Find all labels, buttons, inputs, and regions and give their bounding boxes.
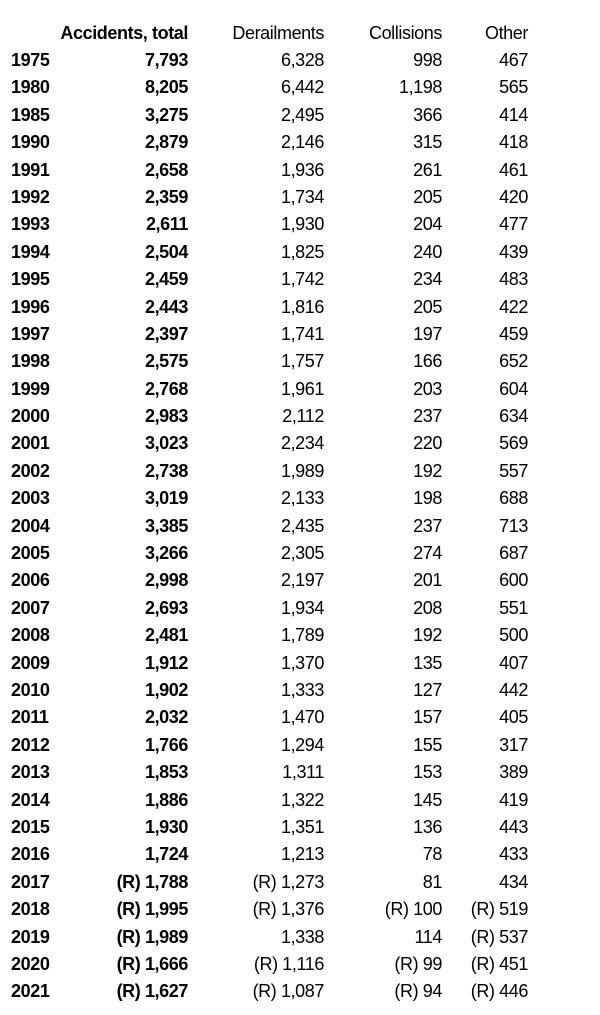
other-cell: 600 [499, 570, 528, 591]
table-row [0, 376, 600, 403]
year-cell: 1997 [11, 323, 50, 344]
total-cell: (R) 1,666 [116, 953, 188, 974]
year-cell: 2019 [11, 926, 50, 947]
total-cell: 2,611 [145, 214, 188, 235]
collisions-cell: 192 [413, 625, 442, 646]
total-cell: 1,766 [144, 734, 188, 755]
year-cell: 2002 [11, 460, 50, 481]
collisions-cell: 366 [413, 104, 442, 125]
accidents-table [0, 20, 600, 1006]
derailments-cell: 6,442 [280, 77, 324, 98]
derailments-cell: 1,936 [280, 159, 324, 180]
year-cell: 2015 [11, 816, 50, 837]
table-row [0, 321, 600, 348]
table-row [0, 978, 600, 1005]
total-cell: 7,793 [144, 50, 188, 70]
year-cell: 2004 [11, 515, 50, 536]
derailments-cell: 1,989 [280, 460, 324, 481]
table-row [0, 841, 600, 868]
other-cell: 565 [499, 77, 528, 98]
derailments-cell: 1,311 [282, 762, 324, 783]
year-cell: 2008 [11, 625, 50, 646]
table-row [0, 102, 600, 129]
other-cell: 569 [499, 433, 528, 454]
derailments-cell: 2,112 [282, 406, 324, 427]
total-cell: 1,853 [144, 762, 188, 783]
collisions-cell: (R) 94 [394, 981, 442, 1002]
other-cell: (R) 446 [470, 981, 528, 1002]
derailments-cell: 1,734 [280, 186, 324, 207]
total-cell: 2,658 [144, 159, 188, 180]
header-derailments: Derailments [232, 23, 324, 43]
year-cell: 1998 [11, 351, 50, 372]
collisions-cell: 153 [413, 762, 442, 783]
other-cell: 477 [499, 214, 528, 235]
table-row [0, 759, 600, 786]
table-row [0, 403, 600, 430]
collisions-cell: 136 [413, 816, 442, 837]
other-cell: (R) 519 [470, 899, 528, 920]
collisions-cell: 998 [413, 50, 442, 70]
table-row [0, 184, 600, 211]
collisions-cell: 234 [413, 269, 442, 290]
collisions-cell: 198 [413, 488, 442, 509]
other-cell: 389 [499, 762, 528, 783]
derailments-cell: 1,470 [280, 707, 324, 728]
derailments-cell: 1,930 [280, 214, 324, 235]
table-row [0, 540, 600, 567]
table-row [0, 239, 600, 266]
table-row [0, 47, 600, 74]
derailments-cell: 1,294 [280, 734, 324, 755]
total-cell: 8,205 [144, 77, 188, 98]
total-cell: 2,397 [144, 323, 188, 344]
year-cell: 1980 [11, 77, 50, 98]
other-cell: 414 [499, 104, 528, 125]
total-cell: 2,504 [144, 241, 188, 262]
year-cell: 2017 [11, 871, 50, 892]
total-cell: 3,385 [144, 515, 188, 536]
table-row [0, 896, 600, 923]
header-row [0, 20, 600, 47]
other-cell: 634 [499, 406, 528, 427]
table-body [0, 47, 600, 1006]
table-row [0, 622, 600, 649]
table-row [0, 814, 600, 841]
total-cell: (R) 1,627 [116, 981, 188, 1002]
table-row [0, 567, 600, 594]
derailments-cell: (R) 1,376 [252, 899, 324, 920]
year-cell: 2010 [11, 679, 50, 700]
derailments-cell: 2,435 [280, 515, 324, 536]
collisions-cell: 220 [413, 433, 442, 454]
derailments-cell: 2,234 [280, 433, 324, 454]
derailments-cell: 1,816 [280, 296, 324, 317]
derailments-cell: (R) 1,116 [253, 953, 324, 974]
collisions-cell: 208 [413, 597, 442, 618]
derailments-cell: 1,351 [280, 816, 324, 837]
collisions-cell: 315 [413, 132, 442, 153]
year-cell: 1999 [11, 378, 50, 399]
other-cell: 461 [499, 159, 528, 180]
other-cell: 422 [499, 296, 528, 317]
other-cell: 483 [499, 269, 528, 290]
total-cell: 3,023 [144, 433, 188, 454]
derailments-cell: 6,328 [280, 50, 324, 70]
collisions-cell: 155 [413, 734, 442, 755]
year-cell: 1975 [11, 50, 50, 70]
collisions-cell: 261 [413, 159, 442, 180]
derailments-cell: 1,213 [280, 844, 324, 865]
total-cell: 2,693 [144, 597, 188, 618]
derailments-cell: 2,146 [280, 132, 324, 153]
year-cell: 2009 [11, 652, 50, 673]
year-cell: 1993 [11, 214, 50, 235]
collisions-cell: 127 [413, 679, 442, 700]
collisions-cell: 145 [413, 789, 442, 810]
table-row [0, 485, 600, 512]
year-cell: 1994 [11, 241, 50, 262]
derailments-cell: 1,789 [280, 625, 324, 646]
collisions-cell: 237 [413, 406, 442, 427]
year-cell: 2001 [11, 433, 50, 454]
table-row [0, 732, 600, 759]
total-cell: (R) 1,989 [116, 926, 188, 947]
total-cell: 2,998 [144, 570, 188, 591]
table-row [0, 458, 600, 485]
collisions-cell: 114 [414, 926, 442, 947]
header-accidents-total: Accidents, total [60, 23, 188, 43]
year-cell: 2014 [11, 789, 50, 810]
other-cell: 604 [499, 378, 528, 399]
total-cell: 1,930 [144, 816, 188, 837]
table-row [0, 211, 600, 238]
year-cell: 2006 [11, 570, 50, 591]
collisions-cell: 201 [413, 570, 442, 591]
table-row [0, 266, 600, 293]
total-cell: 2,983 [144, 406, 188, 427]
other-cell: 439 [499, 241, 528, 262]
table-row [0, 677, 600, 704]
total-cell: (R) 1,995 [116, 899, 188, 920]
total-cell: 3,266 [144, 543, 188, 564]
table-row [0, 157, 600, 184]
year-cell: 2007 [11, 597, 50, 618]
collisions-cell: 81 [422, 871, 442, 892]
total-cell: 2,459 [144, 269, 188, 290]
other-cell: 434 [499, 871, 528, 892]
header-other: Other [484, 23, 528, 43]
total-cell: 1,724 [144, 844, 188, 865]
table-row [0, 787, 600, 814]
derailments-cell: 2,495 [280, 104, 324, 125]
other-cell: 687 [499, 543, 528, 564]
derailments-cell: 1,934 [280, 597, 324, 618]
collisions-cell: 157 [413, 707, 442, 728]
derailments-cell: 2,133 [280, 488, 324, 509]
table-row [0, 951, 600, 978]
total-cell: 2,481 [144, 625, 188, 646]
collisions-cell: 78 [422, 844, 442, 865]
collisions-cell: 166 [413, 351, 442, 372]
year-cell: 2021 [11, 981, 50, 1002]
other-cell: 688 [499, 488, 528, 509]
year-cell: 2016 [11, 844, 50, 865]
table-row [0, 294, 600, 321]
year-cell: 2005 [11, 543, 50, 564]
other-cell: 551 [499, 597, 528, 618]
year-cell: 2012 [11, 734, 50, 755]
derailments-cell: 1,338 [280, 926, 324, 947]
total-cell: 2,879 [144, 132, 188, 153]
derailments-cell: (R) 1,087 [252, 981, 324, 1002]
other-cell: 443 [499, 816, 528, 837]
collisions-cell: (R) 100 [384, 899, 442, 920]
collisions-cell: 1,198 [398, 77, 442, 98]
year-cell: 1985 [11, 104, 50, 125]
derailments-cell: 2,305 [280, 543, 324, 564]
derailments-cell: 1,333 [280, 679, 324, 700]
table-row [0, 430, 600, 457]
other-cell: 652 [499, 351, 528, 372]
year-cell: 1995 [11, 269, 50, 290]
table-row [0, 513, 600, 540]
year-cell: 2020 [11, 953, 50, 974]
table-row [0, 704, 600, 731]
year-cell: 2000 [11, 406, 50, 427]
year-cell: 2013 [11, 762, 50, 783]
other-cell: (R) 537 [470, 926, 528, 947]
collisions-cell: 274 [413, 543, 442, 564]
collisions-cell: 203 [413, 378, 442, 399]
other-cell: 405 [499, 707, 528, 728]
collisions-cell: 204 [413, 214, 442, 235]
other-cell: 418 [499, 132, 528, 153]
table-row [0, 595, 600, 622]
derailments-cell: 1,961 [280, 378, 324, 399]
other-cell: 433 [499, 844, 528, 865]
collisions-cell: 237 [413, 515, 442, 536]
other-cell: 500 [499, 625, 528, 646]
derailments-cell: 1,370 [280, 652, 324, 673]
year-cell: 2003 [11, 488, 50, 509]
collisions-cell: (R) 99 [394, 953, 442, 974]
collisions-cell: 205 [413, 186, 442, 207]
other-cell: 442 [499, 679, 528, 700]
total-cell: 3,019 [144, 488, 188, 509]
total-cell: 2,738 [144, 460, 188, 481]
year-cell: 2018 [11, 899, 50, 920]
derailments-cell: 1,742 [280, 269, 324, 290]
total-cell: 1,912 [144, 652, 188, 673]
other-cell: 467 [499, 50, 528, 70]
year-cell: 2011 [11, 707, 49, 728]
other-cell: 317 [499, 734, 528, 755]
other-cell: 557 [499, 460, 528, 481]
collisions-cell: 135 [413, 652, 442, 673]
table-row [0, 129, 600, 156]
year-cell: 1992 [11, 186, 50, 207]
collisions-cell: 205 [413, 296, 442, 317]
other-cell: 419 [499, 789, 528, 810]
collisions-cell: 192 [413, 460, 442, 481]
total-cell: 2,575 [144, 351, 188, 372]
derailments-cell: 1,322 [280, 789, 324, 810]
other-cell: 407 [499, 652, 528, 673]
table-row [0, 74, 600, 101]
total-cell: (R) 1,788 [116, 871, 188, 892]
total-cell: 1,886 [144, 789, 188, 810]
header-collisions: Collisions [368, 23, 442, 43]
year-cell: 1996 [11, 296, 50, 317]
total-cell: 2,443 [144, 296, 188, 317]
year-cell: 1991 [11, 159, 50, 180]
derailments-cell: 1,741 [280, 323, 324, 344]
other-cell: 420 [499, 186, 528, 207]
total-cell: 3,275 [144, 104, 188, 125]
table-row [0, 924, 600, 951]
total-cell: 1,902 [144, 679, 188, 700]
total-cell: 2,768 [144, 378, 188, 399]
collisions-cell: 197 [413, 323, 442, 344]
derailments-cell: (R) 1,273 [252, 871, 324, 892]
other-cell: (R) 451 [470, 953, 528, 974]
total-cell: 2,032 [144, 707, 188, 728]
table-row [0, 650, 600, 677]
total-cell: 2,359 [144, 186, 188, 207]
year-cell: 1990 [11, 132, 50, 153]
collisions-cell: 240 [413, 241, 442, 262]
derailments-cell: 1,825 [280, 241, 324, 262]
derailments-cell: 2,197 [280, 570, 324, 591]
other-cell: 459 [499, 323, 528, 344]
table-row [0, 869, 600, 896]
derailments-cell: 1,757 [280, 351, 324, 372]
other-cell: 713 [499, 515, 528, 536]
table-row [0, 348, 600, 375]
